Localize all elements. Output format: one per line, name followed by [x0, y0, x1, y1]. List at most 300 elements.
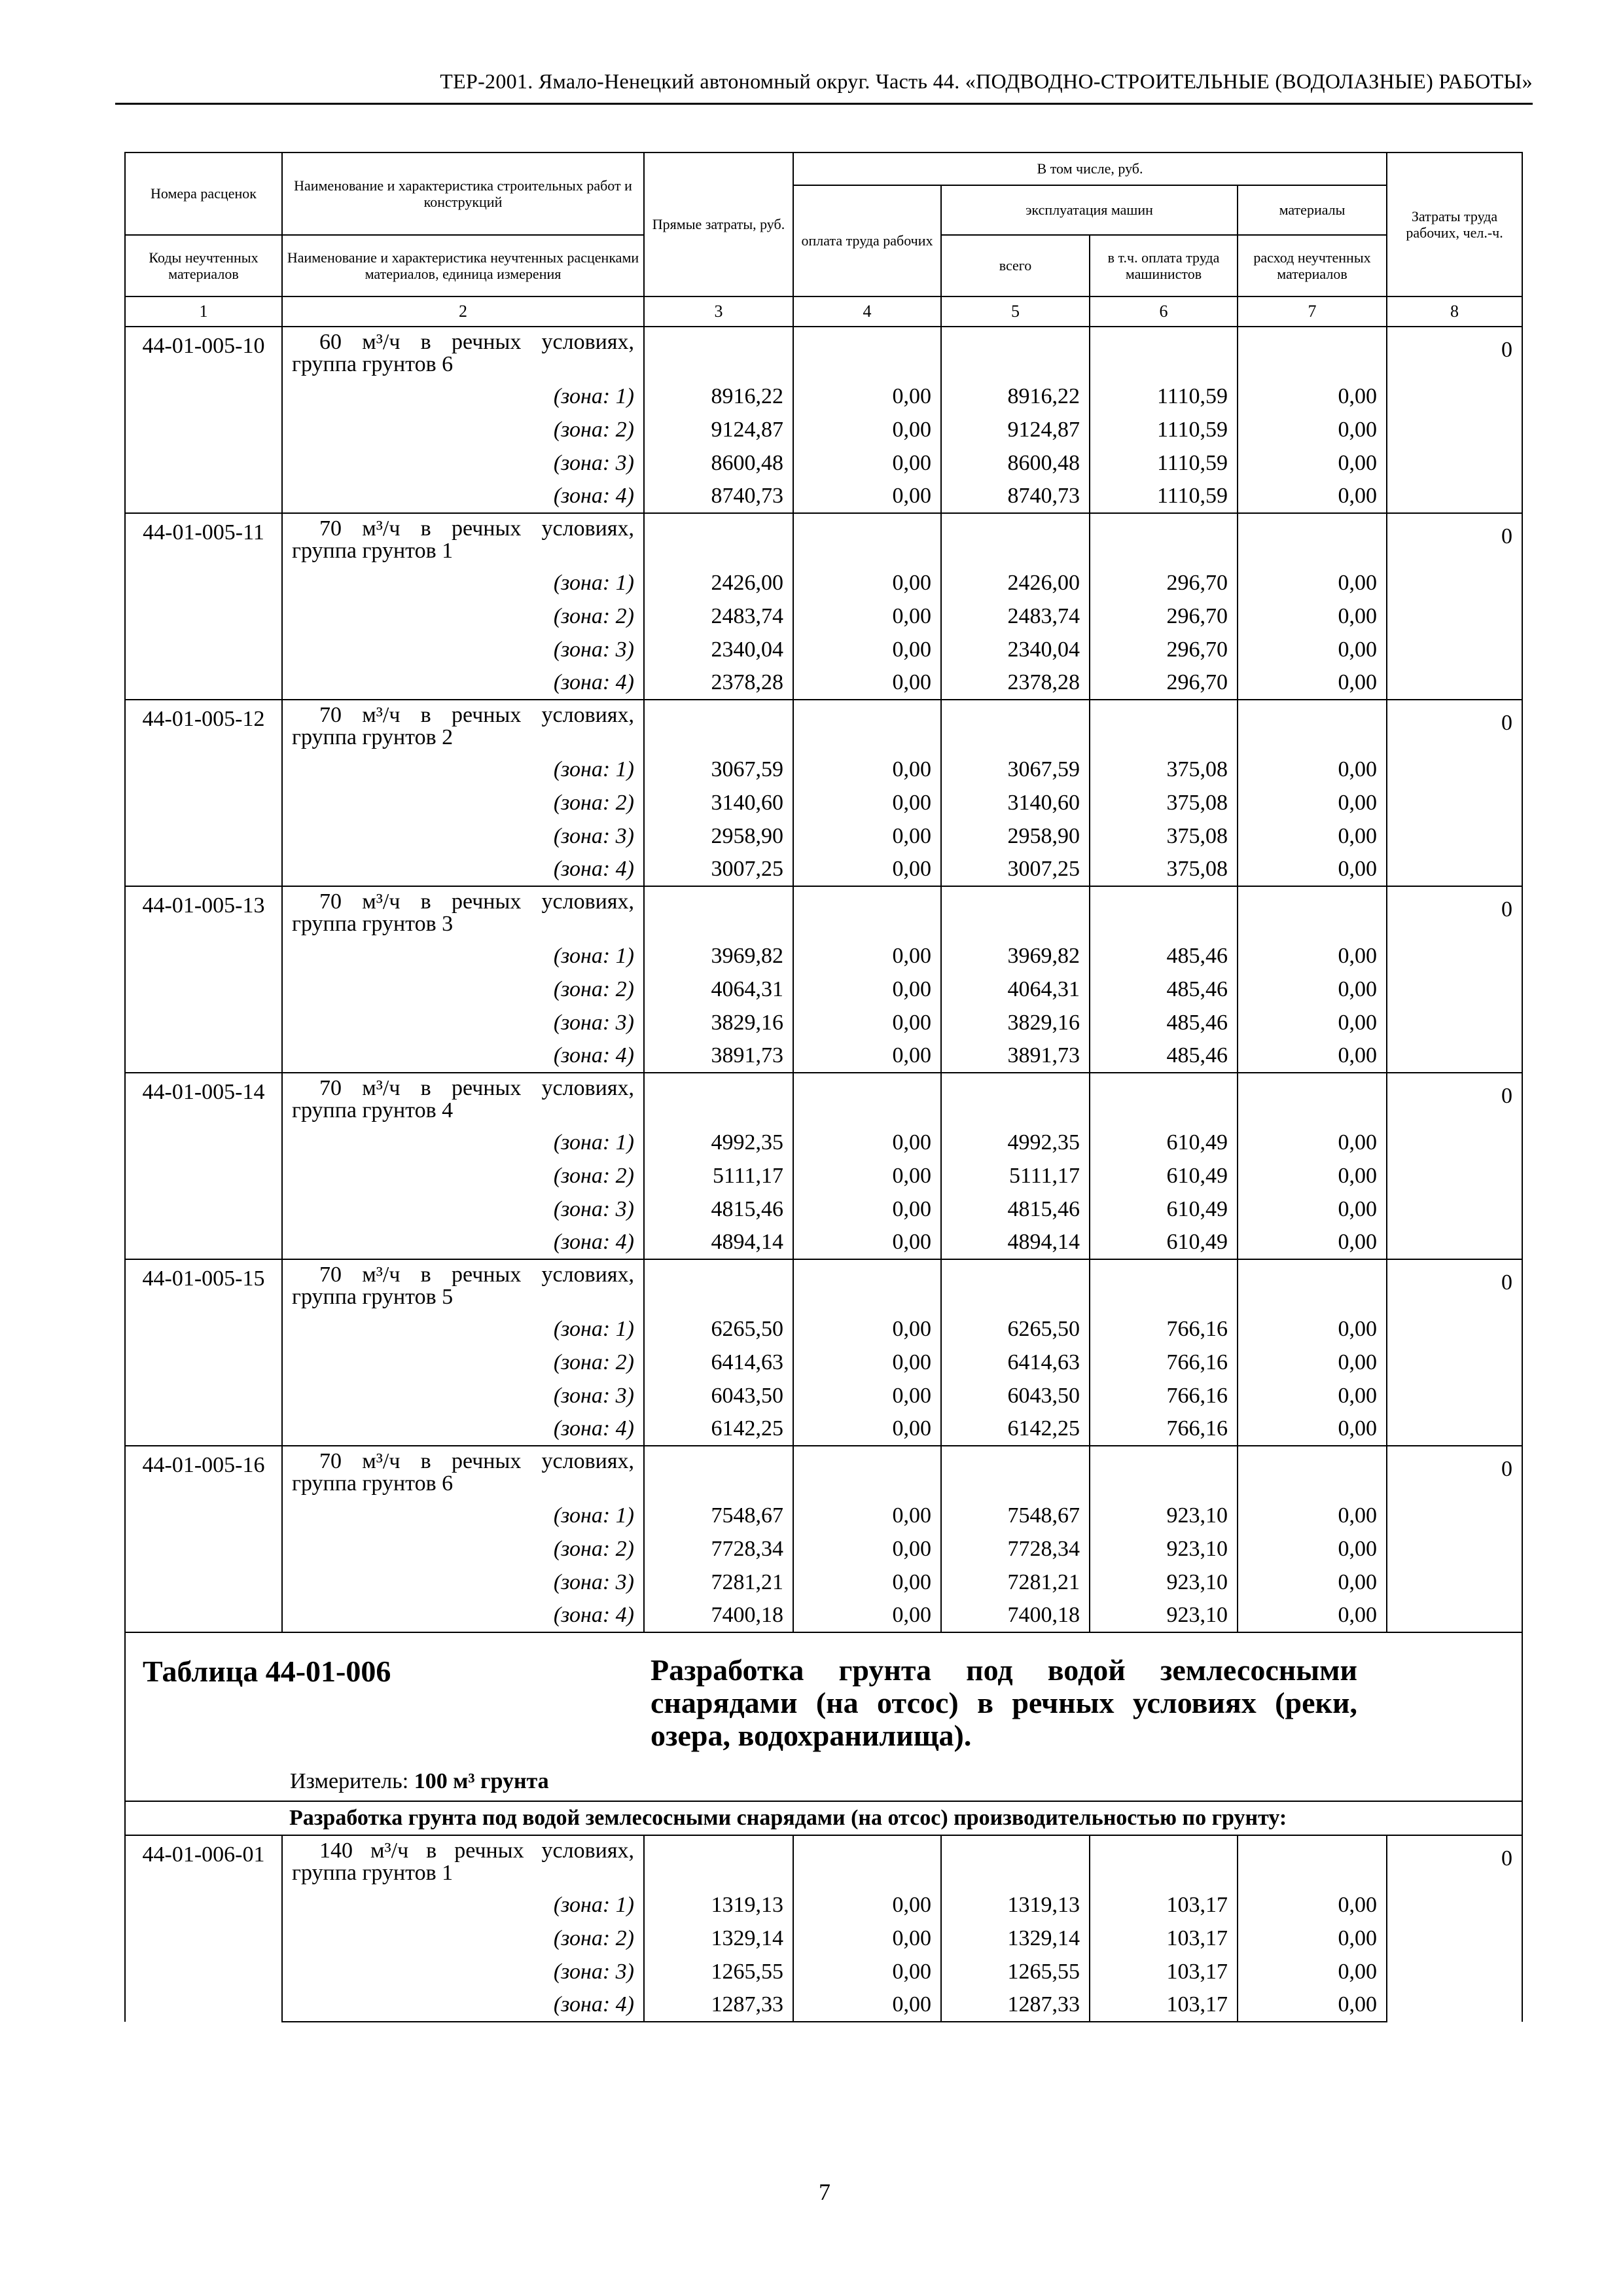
zone-label: (зона: 4)	[282, 1988, 644, 2022]
zone-row	[125, 1346, 1522, 1379]
zone-label: (зона: 1)	[282, 939, 644, 973]
zone-label: (зона: 2)	[282, 973, 644, 1006]
machine-cost: 6414,63	[941, 1346, 1090, 1379]
direct-cost: 2340,04	[644, 633, 793, 666]
empty-cell	[793, 700, 941, 753]
worker-wages: 0,00	[793, 1379, 941, 1412]
zone-row	[125, 1006, 1522, 1039]
empty-cell	[793, 1446, 941, 1499]
zone-label: (зона: 3)	[282, 1955, 644, 1988]
rate-code: 44-01-006-01	[125, 1835, 282, 2022]
empty-cell	[644, 700, 793, 753]
worker-wages: 0,00	[793, 1039, 941, 1073]
direct-cost: 6043,50	[644, 1379, 793, 1412]
worker-wages: 0,00	[793, 1499, 941, 1532]
materials-cost: 0,00	[1238, 1193, 1387, 1226]
empty-cell	[1090, 1835, 1238, 1888]
labor-cost: 0	[1387, 886, 1522, 1073]
measure-value: 100 м³ грунта	[414, 1769, 549, 1793]
zone-label: (зона: 4)	[282, 666, 644, 700]
zone-row	[125, 600, 1522, 633]
empty-cell	[941, 327, 1090, 380]
worker-wages: 0,00	[793, 753, 941, 786]
table-heading-row	[125, 1632, 1522, 1801]
direct-cost: 8916,22	[644, 380, 793, 413]
empty-cell	[793, 1259, 941, 1312]
direct-cost: 3067,59	[644, 753, 793, 786]
empty-cell	[644, 1259, 793, 1312]
direct-cost: 7728,34	[644, 1532, 793, 1566]
col-number: 6	[1090, 296, 1238, 327]
materials-cost: 0,00	[1238, 1346, 1387, 1379]
machine-cost: 8740,73	[941, 480, 1090, 513]
empty-cell	[941, 1446, 1090, 1499]
zone-label: (зона: 1)	[282, 1888, 644, 1922]
rate-description-line2: группа грунтов 5	[292, 1285, 454, 1309]
worker-wages: 0,00	[793, 446, 941, 480]
empty-cell	[1090, 513, 1238, 566]
operator-wages: 610,49	[1090, 1159, 1238, 1193]
empty-cell	[1238, 513, 1387, 566]
zone-label: (зона: 4)	[282, 1412, 644, 1446]
zone-label: (зона: 4)	[282, 1226, 644, 1259]
table-title: Разработка грунта под водой землесосными снарядами (на отсос) в речных условиях (реки, озера, водохранилища).	[651, 1653, 1357, 1752]
worker-wages: 0,00	[793, 1888, 941, 1922]
zone-label: (зона: 3)	[282, 1379, 644, 1412]
rate-description-line2: группа грунтов 6	[292, 1471, 454, 1496]
operator-wages: 485,46	[1090, 1039, 1238, 1073]
rate-row	[125, 1835, 1522, 1888]
empty-cell	[644, 327, 793, 380]
worker-wages: 0,00	[793, 1955, 941, 1988]
machine-cost: 9124,87	[941, 413, 1090, 446]
operator-wages: 1110,59	[1090, 380, 1238, 413]
empty-cell	[644, 886, 793, 939]
machine-cost: 7548,67	[941, 1499, 1090, 1532]
direct-cost: 2483,74	[644, 600, 793, 633]
zone-label: (зона: 4)	[282, 1039, 644, 1073]
operator-wages: 296,70	[1090, 600, 1238, 633]
rates-table	[124, 152, 1523, 2022]
measure-label: Измеритель:	[290, 1769, 409, 1793]
machine-cost: 1265,55	[941, 1955, 1090, 1988]
zone-row	[125, 1888, 1522, 1922]
empty-cell	[1238, 327, 1387, 380]
zone-row	[125, 1599, 1522, 1632]
header-rule	[115, 103, 1533, 105]
empty-cell	[941, 1073, 1090, 1126]
operator-wages: 103,17	[1090, 1888, 1238, 1922]
rate-row	[125, 513, 1522, 566]
zone-label: (зона: 2)	[282, 786, 644, 819]
operator-wages: 296,70	[1090, 566, 1238, 600]
operator-wages: 296,70	[1090, 666, 1238, 700]
direct-cost: 1265,55	[644, 1955, 793, 1988]
materials-cost: 0,00	[1238, 1159, 1387, 1193]
zone-row	[125, 1379, 1522, 1412]
materials-cost: 0,00	[1238, 1599, 1387, 1632]
col4-header: оплата труда рабочих	[793, 185, 941, 296]
materials-cost: 0,00	[1238, 633, 1387, 666]
empty-cell	[793, 1835, 941, 1888]
direct-cost: 3969,82	[644, 939, 793, 973]
page-header: ТЕР-2001. Ямало-Ненецкий автономный округ. Часть 44. «ПОДВОДНО-СТРОИТЕЛЬНЫЕ (ВОДОЛАЗНЫЕ) РАБОТЫ»	[440, 69, 1533, 93]
worker-wages: 0,00	[793, 1346, 941, 1379]
rate-description-line2: группа грунтов 1	[292, 1861, 454, 1885]
machine-cost: 2340,04	[941, 633, 1090, 666]
materials-cost: 0,00	[1238, 1312, 1387, 1346]
machine-cost: 3007,25	[941, 853, 1090, 886]
operator-wages: 375,08	[1090, 853, 1238, 886]
zone-row	[125, 413, 1522, 446]
zone-row	[125, 753, 1522, 786]
rate-code: 44-01-005-11	[125, 513, 282, 700]
machine-cost: 4894,14	[941, 1226, 1090, 1259]
empty-cell	[1090, 700, 1238, 753]
worker-wages: 0,00	[793, 1193, 941, 1226]
rate-code: 44-01-005-12	[125, 700, 282, 886]
machine-cost: 5111,17	[941, 1159, 1090, 1193]
zone-label: (зона: 1)	[282, 1126, 644, 1159]
zone-label: (зона: 2)	[282, 1159, 644, 1193]
zone-row	[125, 1412, 1522, 1446]
materials-cost: 0,00	[1238, 1379, 1387, 1412]
empty-cell	[941, 886, 1090, 939]
direct-cost: 4894,14	[644, 1226, 793, 1259]
worker-wages: 0,00	[793, 666, 941, 700]
worker-wages: 0,00	[793, 1922, 941, 1955]
rate-row	[125, 886, 1522, 939]
machine-cost: 2483,74	[941, 600, 1090, 633]
operator-wages: 610,49	[1090, 1126, 1238, 1159]
machine-cost: 6043,50	[941, 1379, 1090, 1412]
materials-cost: 0,00	[1238, 1006, 1387, 1039]
zone-row	[125, 480, 1522, 513]
operator-wages: 766,16	[1090, 1412, 1238, 1446]
zone-label: (зона: 2)	[282, 1922, 644, 1955]
materials-cost: 0,00	[1238, 480, 1387, 513]
rate-row	[125, 1259, 1522, 1312]
col8-header: Затраты труда рабочих, чел.-ч.	[1387, 152, 1522, 296]
materials-cost: 0,00	[1238, 786, 1387, 819]
operator-wages: 485,46	[1090, 939, 1238, 973]
rate-description	[282, 1073, 644, 1126]
zone-label: (зона: 1)	[282, 753, 644, 786]
materials-cost: 0,00	[1238, 1039, 1387, 1073]
col5-header: всего	[941, 235, 1090, 296]
rate-description-line2: группа грунтов 6	[292, 352, 454, 376]
rate-description-line1: 70 м³/ч в речных условиях,	[319, 1263, 634, 1287]
zone-row	[125, 1312, 1522, 1346]
machine-cost: 1319,13	[941, 1888, 1090, 1922]
direct-cost: 3829,16	[644, 1006, 793, 1039]
operator-wages: 766,16	[1090, 1379, 1238, 1412]
worker-wages: 0,00	[793, 1312, 941, 1346]
worker-wages: 0,00	[793, 1226, 941, 1259]
empty-cell	[793, 886, 941, 939]
direct-cost: 1287,33	[644, 1988, 793, 2022]
rate-description	[282, 513, 644, 566]
rate-description-line1: 70 м³/ч в речных условиях,	[319, 1449, 634, 1473]
rate-code: 44-01-005-14	[125, 1073, 282, 1259]
materials-cost: 0,00	[1238, 1499, 1387, 1532]
materials-cost: 0,00	[1238, 600, 1387, 633]
direct-cost: 3007,25	[644, 853, 793, 886]
worker-wages: 0,00	[793, 786, 941, 819]
machine-cost: 2378,28	[941, 666, 1090, 700]
empty-cell	[1238, 700, 1387, 753]
direct-cost: 2958,90	[644, 819, 793, 853]
materials-cost: 0,00	[1238, 853, 1387, 886]
labor-cost: 0	[1387, 1073, 1522, 1259]
rate-description-line1: 70 м³/ч в речных условиях,	[319, 703, 634, 727]
rate-row	[125, 327, 1522, 380]
direct-cost: 7400,18	[644, 1599, 793, 1632]
zone-row	[125, 1159, 1522, 1193]
zone-row	[125, 1566, 1522, 1599]
direct-cost: 1319,13	[644, 1888, 793, 1922]
operator-wages: 103,17	[1090, 1988, 1238, 2022]
operator-wages: 485,46	[1090, 973, 1238, 1006]
table-number: Таблица 44-01-006	[143, 1655, 391, 1688]
col-number: 2	[282, 296, 644, 327]
rate-description-line1: 140 м³/ч в речных условиях,	[319, 1839, 634, 1863]
direct-cost: 4064,31	[644, 973, 793, 1006]
operator-wages: 923,10	[1090, 1499, 1238, 1532]
machine-cost: 3140,60	[941, 786, 1090, 819]
incl-header: В том числе, руб.	[793, 152, 1387, 185]
zone-label: (зона: 3)	[282, 819, 644, 853]
col-number: 3	[644, 296, 793, 327]
zone-row	[125, 1922, 1522, 1955]
machine-cost: 6265,50	[941, 1312, 1090, 1346]
operator-wages: 375,08	[1090, 819, 1238, 853]
worker-wages: 0,00	[793, 1412, 941, 1446]
machine-cost: 1329,14	[941, 1922, 1090, 1955]
col1-bottom-header: Коды неучтенных материалов	[125, 235, 282, 296]
operator-wages: 610,49	[1090, 1193, 1238, 1226]
machine-cost: 3891,73	[941, 1039, 1090, 1073]
worker-wages: 0,00	[793, 1126, 941, 1159]
zone-label: (зона: 1)	[282, 1499, 644, 1532]
zone-row	[125, 973, 1522, 1006]
operator-wages: 1110,59	[1090, 413, 1238, 446]
machine-cost: 4815,46	[941, 1193, 1090, 1226]
empty-cell	[941, 1259, 1090, 1312]
rate-description-line1: 60 м³/ч в речных условиях,	[319, 330, 634, 354]
direct-cost: 8740,73	[644, 480, 793, 513]
materials-cost: 0,00	[1238, 1922, 1387, 1955]
operator-wages: 766,16	[1090, 1346, 1238, 1379]
direct-cost: 2426,00	[644, 566, 793, 600]
operator-wages: 103,17	[1090, 1955, 1238, 1988]
direct-cost: 4815,46	[644, 1193, 793, 1226]
machine-cost: 7400,18	[941, 1599, 1090, 1632]
page-number: 7	[819, 2179, 830, 2205]
worker-wages: 0,00	[793, 1159, 941, 1193]
empty-cell	[941, 1835, 1090, 1888]
direct-cost: 8600,48	[644, 446, 793, 480]
empty-cell	[1238, 1835, 1387, 1888]
operator-wages: 610,49	[1090, 1226, 1238, 1259]
rate-description-line1: 70 м³/ч в речных условиях,	[319, 1076, 634, 1100]
worker-wages: 0,00	[793, 939, 941, 973]
rate-description-line1: 70 м³/ч в речных условиях,	[319, 516, 634, 541]
materials-cost: 0,00	[1238, 413, 1387, 446]
rate-code: 44-01-005-13	[125, 886, 282, 1073]
col-number: 5	[941, 296, 1090, 327]
materials-cost: 0,00	[1238, 1226, 1387, 1259]
zone-row	[125, 939, 1522, 973]
col-number: 8	[1387, 296, 1522, 327]
zone-row	[125, 1193, 1522, 1226]
zone-row	[125, 1955, 1522, 1988]
materials-cost: 0,00	[1238, 380, 1387, 413]
worker-wages: 0,00	[793, 819, 941, 853]
zone-label: (зона: 2)	[282, 413, 644, 446]
zone-row	[125, 1988, 1522, 2022]
zone-row	[125, 1532, 1522, 1566]
direct-cost: 6142,25	[644, 1412, 793, 1446]
empty-cell	[1238, 1446, 1387, 1499]
operator-wages: 485,46	[1090, 1006, 1238, 1039]
zone-row	[125, 446, 1522, 480]
zone-label: (зона: 1)	[282, 566, 644, 600]
materials-header: материалы	[1238, 185, 1387, 235]
materials-cost: 0,00	[1238, 753, 1387, 786]
worker-wages: 0,00	[793, 1006, 941, 1039]
materials-cost: 0,00	[1238, 1532, 1387, 1566]
machine-cost: 1287,33	[941, 1988, 1090, 2022]
machine-cost: 2426,00	[941, 566, 1090, 600]
rate-description	[282, 1835, 644, 1888]
rate-code: 44-01-005-10	[125, 327, 282, 513]
col7-header: расход неучтенных материалов	[1238, 235, 1387, 296]
materials-cost: 0,00	[1238, 1412, 1387, 1446]
materials-cost: 0,00	[1238, 566, 1387, 600]
machine-cost: 2958,90	[941, 819, 1090, 853]
col-number: 4	[793, 296, 941, 327]
zone-row	[125, 1226, 1522, 1259]
empty-cell	[1090, 886, 1238, 939]
operator-wages: 923,10	[1090, 1566, 1238, 1599]
zone-label: (зона: 4)	[282, 480, 644, 513]
operator-wages: 1110,59	[1090, 446, 1238, 480]
zone-label: (зона: 3)	[282, 633, 644, 666]
machine-cost: 8916,22	[941, 380, 1090, 413]
zone-label: (зона: 1)	[282, 380, 644, 413]
zone-row	[125, 666, 1522, 700]
direct-cost: 5111,17	[644, 1159, 793, 1193]
col6-header: в т.ч. оплата труда машинистов	[1090, 235, 1238, 296]
worker-wages: 0,00	[793, 566, 941, 600]
worker-wages: 0,00	[793, 480, 941, 513]
machine-cost: 6142,25	[941, 1412, 1090, 1446]
materials-cost: 0,00	[1238, 1955, 1387, 1988]
empty-cell	[793, 513, 941, 566]
zone-label: (зона: 1)	[282, 1312, 644, 1346]
labor-cost: 0	[1387, 513, 1522, 700]
operator-wages: 1110,59	[1090, 480, 1238, 513]
rate-row	[125, 700, 1522, 753]
rate-description-line1: 70 м³/ч в речных условиях,	[319, 889, 634, 914]
empty-cell	[941, 700, 1090, 753]
machine-cost: 3969,82	[941, 939, 1090, 973]
zone-row	[125, 786, 1522, 819]
direct-cost: 6265,50	[644, 1312, 793, 1346]
worker-wages: 0,00	[793, 633, 941, 666]
direct-cost: 7281,21	[644, 1566, 793, 1599]
operator-wages: 103,17	[1090, 1922, 1238, 1955]
zone-label: (зона: 3)	[282, 1193, 644, 1226]
rate-description-line2: группа грунтов 4	[292, 1098, 454, 1122]
zone-label: (зона: 2)	[282, 600, 644, 633]
rate-description-line2: группа грунтов 3	[292, 912, 454, 936]
empty-cell	[1238, 1259, 1387, 1312]
col-number: 1	[125, 296, 282, 327]
materials-cost: 0,00	[1238, 1126, 1387, 1159]
operator-wages: 923,10	[1090, 1532, 1238, 1566]
zone-row	[125, 566, 1522, 600]
materials-cost: 0,00	[1238, 819, 1387, 853]
materials-cost: 0,00	[1238, 939, 1387, 973]
empty-cell	[1090, 1446, 1238, 1499]
machine-cost: 7728,34	[941, 1532, 1090, 1566]
empty-cell	[1238, 1073, 1387, 1126]
machine-cost: 7281,21	[941, 1566, 1090, 1599]
rate-code: 44-01-005-15	[125, 1259, 282, 1446]
empty-cell	[644, 1446, 793, 1499]
worker-wages: 0,00	[793, 973, 941, 1006]
rate-description	[282, 886, 644, 939]
worker-wages: 0,00	[793, 853, 941, 886]
col3-header: Прямые затраты, руб.	[644, 152, 793, 296]
machines-header: эксплуатация машин	[941, 185, 1238, 235]
zone-label: (зона: 3)	[282, 446, 644, 480]
labor-cost: 0	[1387, 700, 1522, 886]
section-title: Разработка грунта под водой землесосными снарядами (на отсос) производительностью по грунту:	[125, 1801, 1522, 1835]
machine-cost: 3067,59	[941, 753, 1090, 786]
operator-wages: 375,08	[1090, 753, 1238, 786]
empty-cell	[793, 1073, 941, 1126]
direct-cost: 9124,87	[644, 413, 793, 446]
direct-cost: 1329,14	[644, 1922, 793, 1955]
materials-cost: 0,00	[1238, 1888, 1387, 1922]
col-number: 7	[1238, 296, 1387, 327]
machine-cost: 4064,31	[941, 973, 1090, 1006]
rate-description	[282, 1446, 644, 1499]
worker-wages: 0,00	[793, 1599, 941, 1632]
col2-bottom-header: Наименование и характеристика неучтенных расценками материалов, единица измерения	[282, 235, 644, 296]
empty-cell	[1090, 327, 1238, 380]
operator-wages: 296,70	[1090, 633, 1238, 666]
zone-label: (зона: 3)	[282, 1566, 644, 1599]
table-heading	[125, 1632, 1522, 1801]
rate-row	[125, 1073, 1522, 1126]
materials-cost: 0,00	[1238, 973, 1387, 1006]
zone-label: (зона: 3)	[282, 1006, 644, 1039]
rate-description	[282, 700, 644, 753]
zone-row	[125, 819, 1522, 853]
machine-cost: 3829,16	[941, 1006, 1090, 1039]
worker-wages: 0,00	[793, 600, 941, 633]
worker-wages: 0,00	[793, 380, 941, 413]
empty-cell	[941, 513, 1090, 566]
zone-row	[125, 1039, 1522, 1073]
labor-cost: 0	[1387, 1259, 1522, 1446]
direct-cost: 7548,67	[644, 1499, 793, 1532]
table-measure	[290, 1769, 549, 1794]
